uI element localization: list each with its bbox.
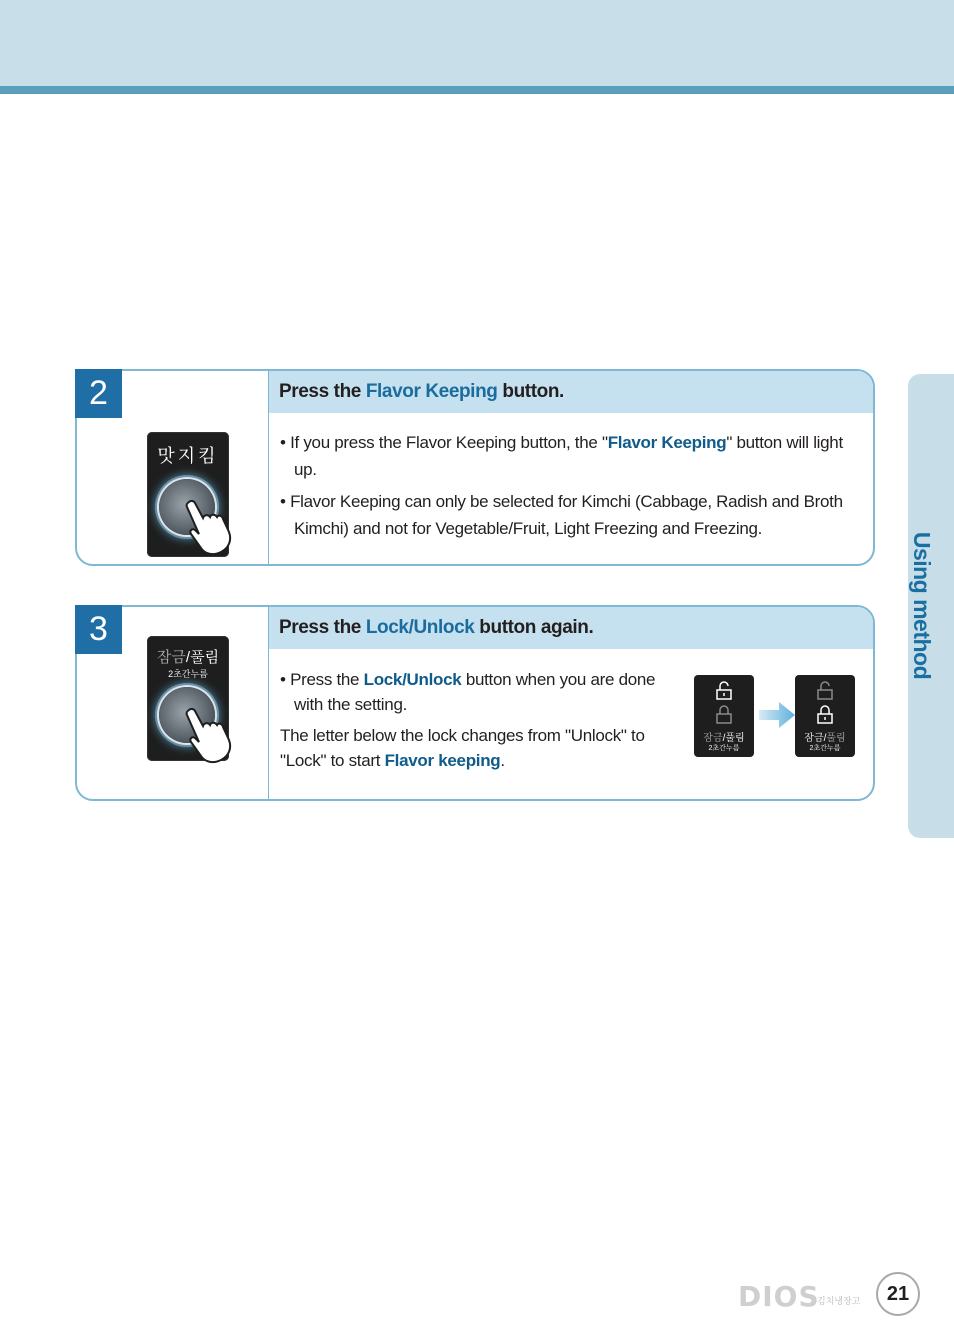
panel-label-unlock: 풀림	[190, 649, 220, 666]
step-header	[269, 607, 873, 649]
panel-label: 맛지킴	[157, 446, 219, 466]
panel-label-lock: 잠금	[156, 649, 186, 666]
step-2-box	[75, 369, 875, 566]
panel-label-sep: /	[185, 649, 191, 666]
flavor-keeping-button-panel	[147, 432, 229, 557]
mini-label-unlock: 풀림	[826, 733, 846, 744]
bullet-highlight: Lock/Unlock	[363, 670, 462, 689]
step-2-bullets	[280, 429, 850, 547]
panel-label	[147, 646, 229, 667]
step-title	[279, 617, 593, 639]
mini-label-lock: 잠금	[804, 733, 824, 744]
locked-icon	[815, 705, 835, 725]
page-number: 21	[876, 1272, 920, 1316]
mini-label-unlock: 풀림	[725, 733, 745, 744]
brand-logo: DIOS	[738, 1280, 820, 1313]
bullet-item	[280, 429, 850, 483]
mini-label-lock: 잠금	[703, 733, 723, 744]
side-title-text: Using method	[909, 531, 936, 679]
title-highlight: Lock/Unlock	[365, 617, 475, 638]
title-highlight: Flavor Keeping	[365, 381, 498, 402]
title-text: Press the	[279, 617, 366, 638]
bullet-item: • Flavor Keeping can only be selected for Kimchi (Cabbage, Radish and Broth Kimchi) and not for Vegetable/Fruit, Light Freezing and Freezing.	[280, 492, 843, 538]
locked-icon	[714, 705, 734, 725]
mini-panel-sublabel: 2초간누름	[708, 745, 740, 752]
mini-panel-label	[694, 729, 754, 744]
mini-panel-label	[795, 729, 855, 744]
panel-sublabel: 2초간누름	[168, 669, 208, 679]
bullet-text: " button will light up.	[294, 433, 843, 479]
bullet-text: • Press the	[280, 670, 364, 689]
mini-panel-sublabel: 2초간누름	[809, 745, 841, 752]
lock-state-panel	[795, 675, 855, 757]
mini-label-sep: /	[823, 733, 827, 744]
unlocked-icon	[815, 681, 835, 701]
side-section-title	[892, 530, 952, 680]
unlock-state-panel	[694, 675, 754, 757]
bullet-text: button when you are done with the setting.	[294, 670, 656, 714]
pointing-hand-icon	[183, 706, 235, 764]
pointing-hand-icon	[183, 498, 235, 556]
title-text: button again.	[474, 617, 594, 638]
mini-label-sep: /	[722, 733, 726, 744]
arrow-right-icon	[759, 702, 795, 728]
step-header	[269, 371, 873, 413]
para-text: The letter below the lock changes from "Unlock" to "Lock" to start	[280, 726, 645, 770]
bullet-highlight: Flavor Keeping	[607, 433, 727, 452]
brand-subtitle: 김치냉장고	[817, 1296, 861, 1306]
step-title	[279, 381, 564, 403]
lock-unlock-button-panel	[147, 636, 229, 761]
unlocked-icon	[714, 681, 734, 701]
para-highlight: Flavor keeping	[384, 751, 501, 770]
header-band	[0, 0, 954, 86]
title-text: button.	[497, 381, 564, 402]
para-text: .	[500, 751, 505, 770]
step-number: 3	[75, 605, 122, 654]
header-rule	[0, 86, 954, 94]
bullet-item	[280, 667, 675, 717]
step-3-text	[280, 667, 675, 773]
step-3-box	[75, 605, 875, 801]
step-number: 2	[75, 369, 122, 418]
bullet-text: • If you press the Flavor Keeping button, the "	[280, 433, 608, 452]
step-3-paragraph	[280, 723, 675, 773]
title-text: Press the	[279, 381, 366, 402]
